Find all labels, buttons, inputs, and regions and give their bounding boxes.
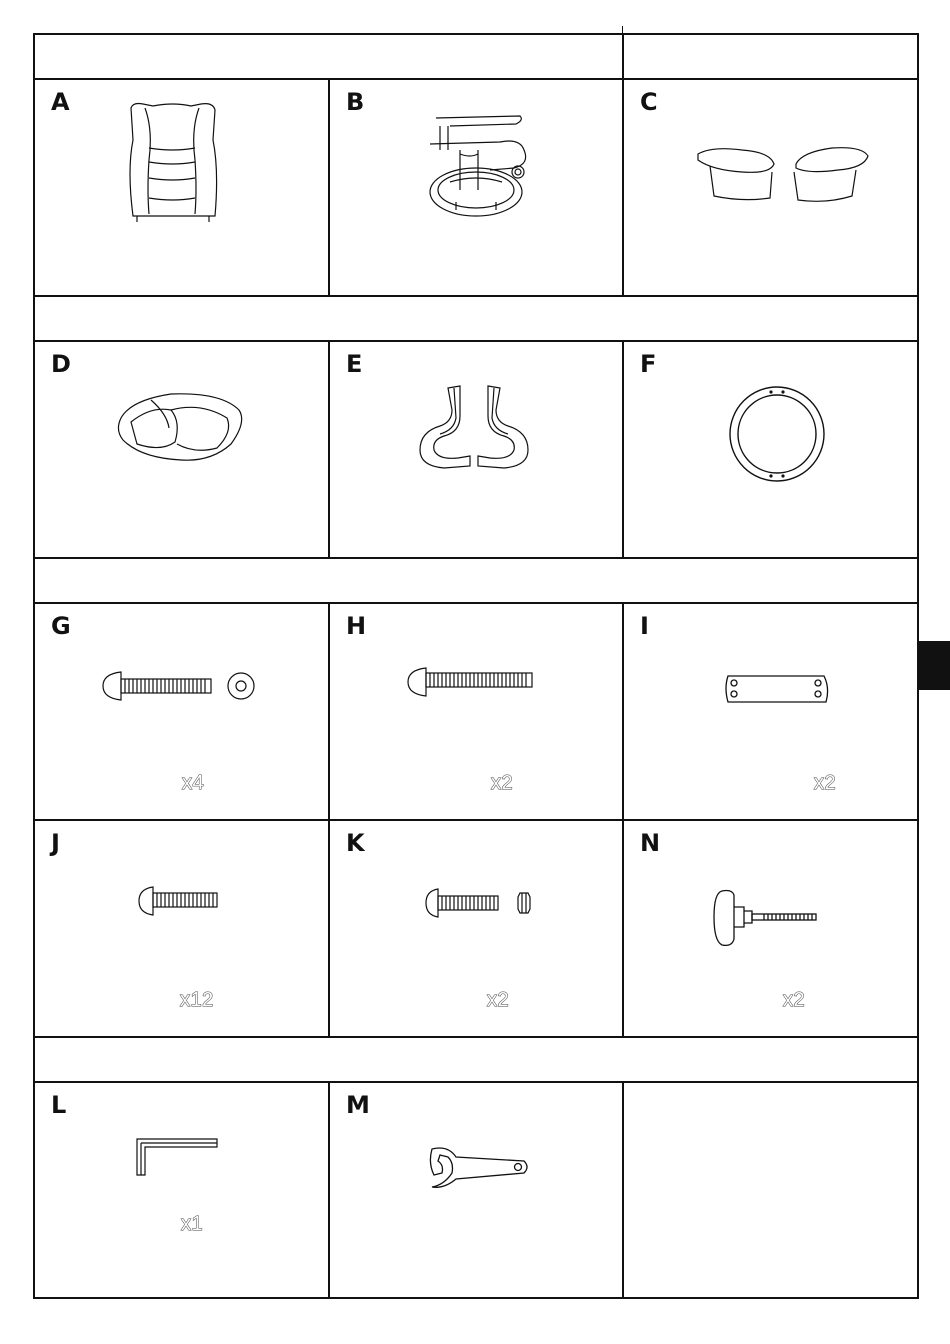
part-cell-k (330, 821, 622, 1036)
quantity-label: x1 (181, 1213, 204, 1235)
bolt-with-nut-illustration (424, 885, 534, 925)
backrest-cushion-illustration (123, 100, 223, 225)
part-letter: A (51, 88, 70, 116)
part-cell-f (624, 342, 917, 557)
grid-line (33, 557, 919, 559)
part-letter: I (640, 612, 649, 640)
armrest-brackets-illustration (414, 380, 544, 476)
base-ring-illustration (727, 386, 827, 486)
part-cell-d (35, 342, 328, 557)
quantity-label: x12 (180, 989, 214, 1011)
part-cell-l (35, 1083, 328, 1297)
quantity-label: x2 (783, 989, 806, 1011)
quantity-label: x2 (814, 772, 837, 794)
part-letter: M (346, 1091, 370, 1119)
quantity-label: x4 (182, 772, 205, 794)
part-letter: L (51, 1091, 67, 1119)
part-cell-c (624, 80, 917, 295)
part-cell-h (330, 604, 622, 819)
seat-cushion-illustration (111, 382, 251, 472)
part-letter: N (640, 829, 661, 857)
grid-line (33, 33, 919, 35)
swivel-base-illustration (420, 110, 550, 220)
connecting-plate-illustration (722, 672, 832, 706)
part-cell-b (330, 80, 622, 295)
part-letter: E (346, 350, 363, 378)
grid-line (33, 295, 919, 297)
part-letter: K (346, 829, 365, 857)
long-bolt-illustration (406, 664, 536, 704)
knob-screw-illustration (710, 883, 830, 953)
quantity-label: x2 (491, 772, 514, 794)
part-cell-a (35, 80, 328, 295)
grid-line (33, 1036, 919, 1038)
grid-line (33, 1297, 919, 1299)
part-cell-j (35, 821, 328, 1036)
part-letter: J (51, 829, 60, 857)
part-letter: H (346, 612, 367, 640)
part-cell-g (35, 604, 328, 819)
part-letter: D (51, 350, 71, 378)
part-letter: F (640, 350, 657, 378)
armrest-pads-illustration (692, 142, 872, 212)
page-edge-tab (918, 641, 950, 690)
part-cell-n (624, 821, 917, 1036)
part-cell-m (330, 1083, 622, 1297)
wrench-illustration (426, 1143, 536, 1193)
empty-cell (624, 1083, 917, 1297)
quantity-label: x2 (487, 989, 510, 1011)
bolt-with-washer-illustration (101, 668, 261, 708)
part-letter: B (346, 88, 365, 116)
short-bolt-illustration (137, 883, 227, 923)
allen-key-illustration (133, 1135, 223, 1179)
part-letter: G (51, 612, 71, 640)
part-cell-i (624, 604, 917, 819)
grid-line (622, 33, 624, 79)
part-letter: C (640, 88, 658, 116)
part-cell-e (330, 342, 622, 557)
